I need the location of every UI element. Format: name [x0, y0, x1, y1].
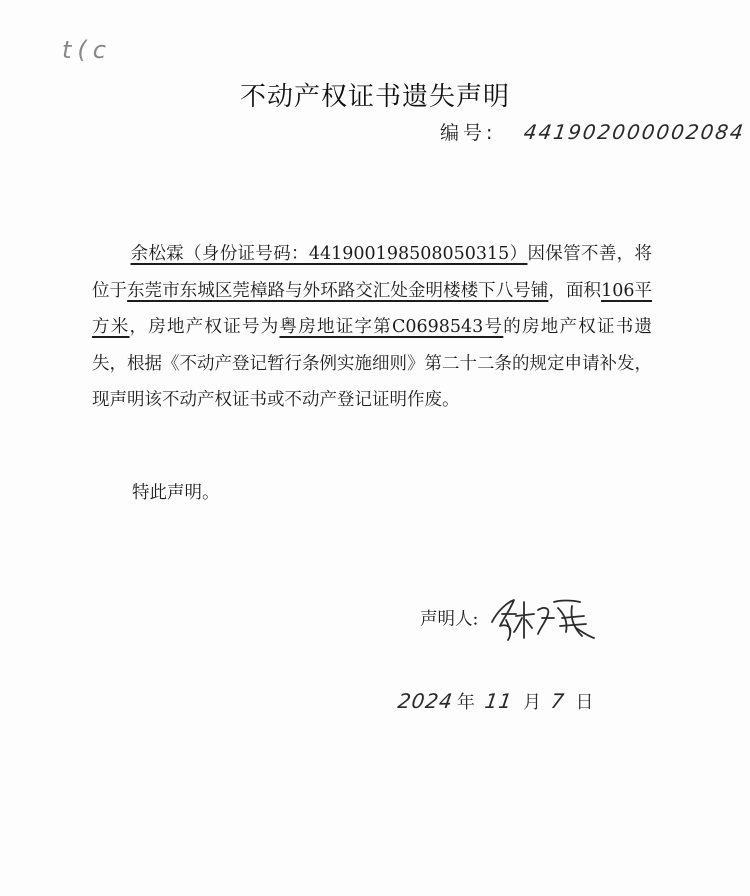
declaration-body	[92, 236, 652, 419]
certificate-number: 粤房地证字第C0698543号	[279, 317, 504, 338]
property-area: 106平方米	[92, 280, 653, 338]
date-day: 7	[549, 689, 567, 713]
signer-block	[420, 588, 600, 648]
document-title: 不动产权证书遗失声明	[239, 82, 510, 112]
declaration-paragraph	[92, 236, 652, 419]
number-label: 编号:	[440, 122, 497, 144]
paragraph-text: 的房地产权证书遗失，根据《不动产登记暂行条例实施细则》第二十二条的规定申请补发，现声明该不动产权证书或不动产登记证明作废。	[92, 317, 653, 411]
number-value: 441902000002084	[522, 120, 748, 144]
document-number	[440, 118, 748, 145]
date-day-char: 日	[575, 692, 594, 713]
signer-label: 声明人:	[420, 609, 479, 630]
date-year-char: 年	[456, 692, 475, 713]
date-month-char: 月	[523, 692, 542, 713]
handwritten-corner-mark: t(c	[62, 36, 112, 64]
paragraph-text: 因保管不善，将位于	[92, 244, 652, 301]
paragraph-text: ，房地产权证号为	[129, 317, 280, 338]
paragraph-text: ，面积	[548, 280, 602, 301]
signature-date	[398, 688, 598, 714]
date-year: 2024	[396, 689, 455, 713]
closing-statement: 特此声明。	[132, 483, 220, 503]
handwritten-signature	[488, 588, 600, 648]
declarant-identity: 余松霖（身份证号码：441900198508050315）	[130, 244, 528, 264]
property-address: 东莞市东城区莞樟路与外环路交汇处金明楼楼下八号铺	[127, 280, 549, 301]
date-month: 11	[483, 689, 515, 713]
